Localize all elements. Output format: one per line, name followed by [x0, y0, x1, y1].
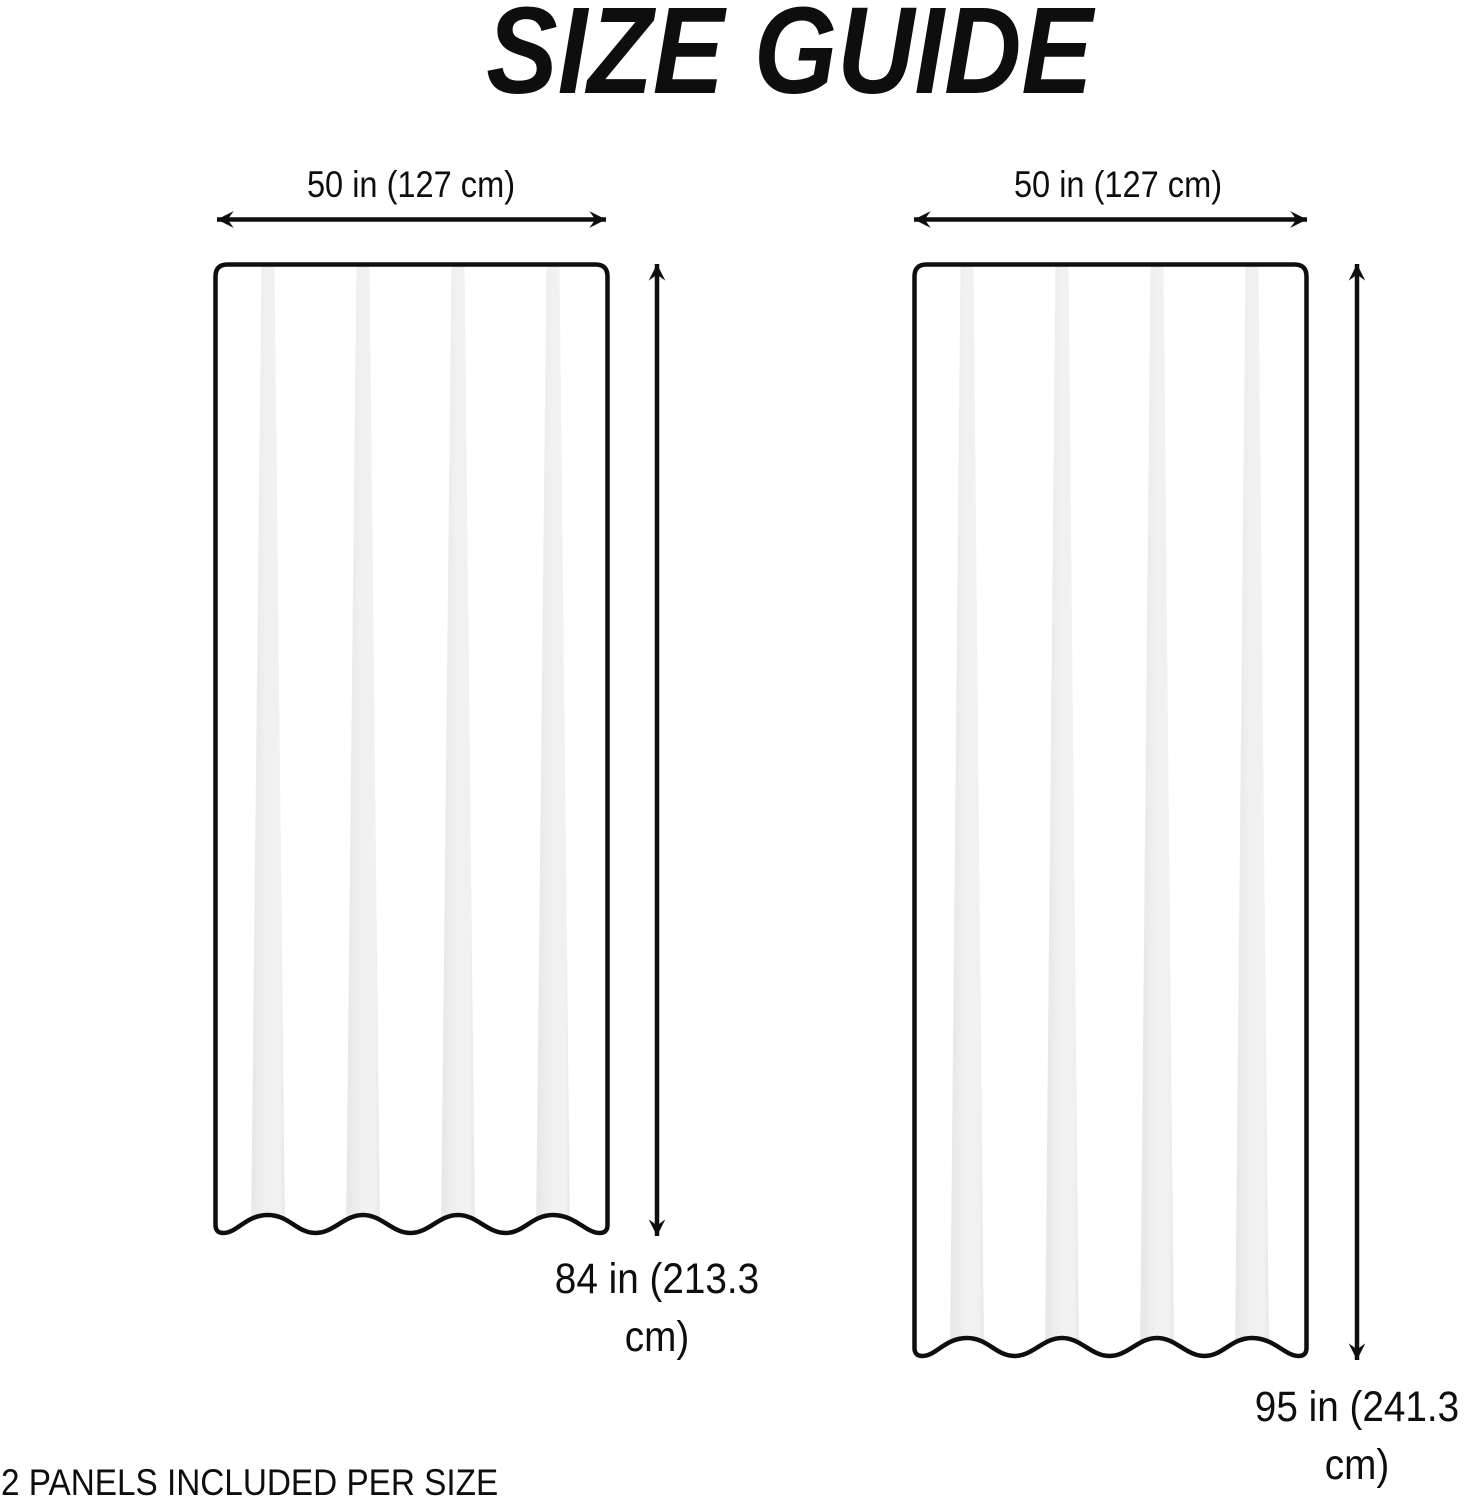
fold-stripe: [950, 266, 984, 1358]
panel2-curtain-diagram: [912, 262, 1309, 1363]
panel2-width-label: 50 in (127 cm): [1013, 164, 1223, 205]
panel1-width-label: 50 in (127 cm): [306, 164, 516, 205]
panel1-width-double-arrow-icon: [213, 207, 610, 233]
panel1-height-label-line1: 84 in (213.3: [554, 1255, 760, 1303]
fold-stripe: [1045, 266, 1079, 1358]
panel1-curtain-diagram: [213, 262, 610, 1240]
page-title: [0, 0, 1466, 120]
fold-stripe: [536, 266, 570, 1235]
panel2-height-label-line2: cm): [1324, 1440, 1390, 1489]
panel2-height-label: [1255, 1379, 1459, 1494]
panel1-height-double-arrow-icon: [644, 260, 670, 1240]
fold-stripe: [441, 266, 475, 1235]
panel2-height-double-arrow-icon: [1344, 260, 1370, 1364]
fold-stripe: [251, 266, 285, 1235]
panel2-fold-stripes: [950, 266, 1269, 1358]
fold-stripe: [346, 266, 380, 1235]
fold-stripe: [1140, 266, 1174, 1358]
fold-stripe: [1235, 266, 1269, 1358]
page-title-text: SIZE GUIDE: [486, 0, 1094, 120]
panel1-height-label: [555, 1251, 759, 1366]
panel2-height-label-line1: 95 in (241.3: [1254, 1383, 1460, 1431]
panel2-width-double-arrow-icon: [912, 207, 1309, 233]
panels-included-note: 2 PANELS INCLUDED PER SIZE: [1, 1462, 499, 1500]
panel1-fold-stripes: [251, 266, 570, 1235]
panel1-height-label-line2: cm): [624, 1312, 690, 1361]
